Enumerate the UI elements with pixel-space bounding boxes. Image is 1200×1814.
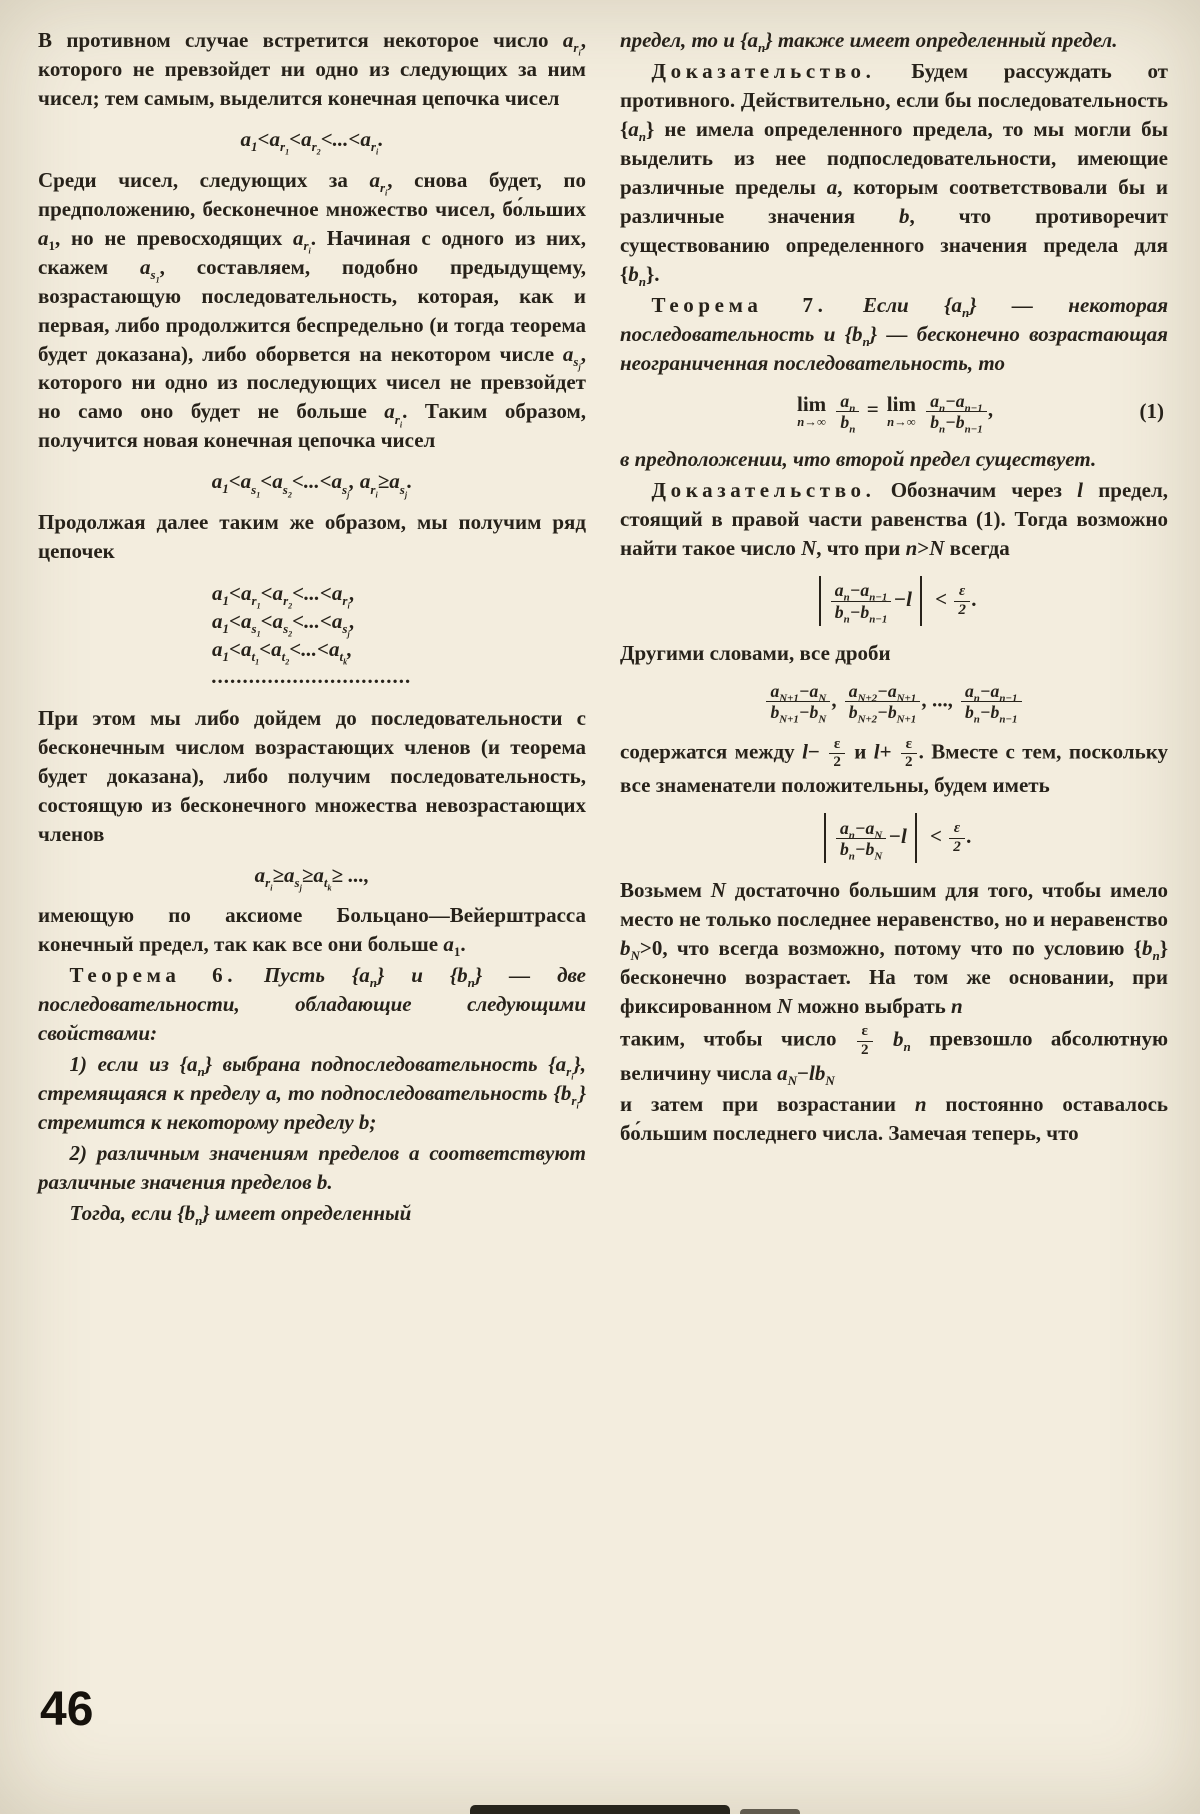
fractions-row: $\frac{a_{N+1}-a_N}{b_{N+1}-b_N}$ , $\frac{a_{N+2}-a_{N+1}}{b_{N+2}-b_{N+1}}$ , ..., $\frac{a_n-a_{n-1}}{b_n-b_{n-1}}$ <box>620 681 1168 723</box>
chain-line-t: $a_1<a_{t_1}<a_{t_2}<...<a_{t_k}$, <box>212 636 353 667</box>
scan-artifact <box>470 1805 730 1814</box>
left-column <box>38 26 586 1230</box>
math-formula-chain-s: $a_1<a_{s_1}<a_{s_2}<...<a_{s_j}$, $a_{r_i}\ge a_{s_j}$. <box>211 469 413 500</box>
theorem-6-text: Пусть $\{a_n\}$ и $\{b_n\}$ — две последовательности, обладающие следующими свойствами: <box>38 963 586 1046</box>
theorem-6-paragraph <box>38 961 586 1048</box>
theorem-conclusion-end: предел, то и $\{a_n\}$ также имеет определенный предел. <box>620 28 1118 56</box>
page-number: 46 <box>40 1683 94 1736</box>
paragraph: содержатся между l− $\frac{\varepsilon}{2}$ и l+ $\frac{\varepsilon}{2}$ . Вместе с тем, поскольку все знаменатели положительны, будем иметь <box>620 735 1168 798</box>
proof-text-2: Обозначим через l предел, стоящий в правой части равенства (1). Тогда возможно найти такое число N, что при n>N всегда <box>620 478 1168 561</box>
paragraph: В противном случае встретится некоторое число $a_{r_i}$, которого не превзойдет ни одно из следующих за ним чисел; тем самым, выделится конечная цепочка чисел <box>38 28 586 110</box>
theorem-7-label: Теорема 7. <box>651 292 828 317</box>
theorem-condition-2: 2) различным значениям пределов a соответствуют различные значения пределов b. <box>38 1141 586 1195</box>
paragraph: При этом мы либо дойдем до последовательности с бесконечным числом возрастающих членов (и теорема будет доказана), либо получим последовательность, состоящую из бесконечного множества невозрастающих членов <box>38 705 586 846</box>
theorem-condition-1: 1) если из $\{a_n\}$ выбрана подпоследовательность $\{a_{r_i}\}$, стремящаяся к пределу a, то подпоследовательность $\{b_{r_i}\}$ стремится к некоторому пределу b; <box>38 1052 586 1135</box>
abs-inequality-2: $\frac{a_n-a_N}{b_n-b_N}$ −l < $\frac{\varepsilon}{2}$ . <box>620 813 1168 863</box>
equation-number: (1) <box>1139 399 1164 424</box>
math-formula-nonincreasing: $a_{r_i}\ge a_{s_j}\ge a_{t_k}\ge$ ..., <box>254 862 370 893</box>
paragraph: и затем при возрастании n постоянно оставалось бо́льшим последнего числа. Замечая теперь, что <box>620 1091 1168 1145</box>
chain-lines <box>212 579 412 691</box>
limit-equation-body: lim n→∞ $\frac{a_n}{b_n}$ = lim n→∞ $\frac{a_n-a_{n-1}}{b_n-b_{n-1}}$ , <box>797 390 994 436</box>
abs-inequality-1: $\frac{a_n-a_{n-1}}{b_n-b_{n-1}}$ −l < $\frac{\varepsilon}{2}$ . <box>620 576 1168 626</box>
paragraph: Другими словами, все дроби <box>620 641 891 666</box>
math-formula-chain-r: $a_1<a_{r_1}<a_{r_2}<...<a_{r_i}$. <box>240 126 384 157</box>
chain-line-r: $a_1<a_{r_1}<a_{r_2}<...<a_{r_i}$, <box>212 581 355 611</box>
proof-label: Доказательство. <box>651 58 876 83</box>
paragraph: имеющую по аксиоме Больцано—Вейерштрасса конечный предел, так как все они больше $a_1$. <box>38 903 586 960</box>
paragraph: таким, чтобы число $\frac{\varepsilon}{2}$ $b_n$ превзошло абсолютную величину числа $a_N-lb_N$ <box>620 1023 1168 1089</box>
paragraph: Возьмем N достаточно большим для того, чтобы имело место не только последнее неравенство, но и неравенство $b_N>0$, что всегда возможно, потому что по условию $\{b_n\}$ бесконечно возрастает. На том же основании, при фиксированном N можно выбрать n <box>620 878 1169 1019</box>
chain-line-s: $a_1<a_{s_1}<a_{s_2}<...<a_{s_j}$, <box>212 608 355 639</box>
equation-assumption: в предположении, что второй предел существует. <box>620 447 1097 472</box>
theorem-6-label: Теорема 6. <box>69 963 238 988</box>
scan-artifact-small <box>740 1809 800 1814</box>
paragraph: Продолжая далее таким же образом, мы получим ряд цепочек <box>38 510 586 564</box>
proof-label-2: Доказательство. <box>651 478 876 503</box>
proof-paragraph <box>620 57 1168 289</box>
paragraph: Среди чисел, следующих за $a_{r_i}$, снова будет, по предположению, бесконечное множество чисел, бо́льших $a_1$, но не превосходящих $a_{r_i}$. Начиная с одного из них, скажем $a_{s_1}$, составляем, подобно предыдущему, возрастающую последовательность, которая, как и первая, либо продолжится беспредельно (и тогда теорема будет доказана), либо оборвется на некотором числе $a_{s_j}$, которого ни одно из последующих чисел не превзойдет но само оно будет не больше $a_{r_i}$. Таким образом, получится новая конечная цепочка чисел <box>38 167 587 453</box>
math-chain-group <box>38 579 586 691</box>
theorem-7-text: Если $\{a_n\}$ — некоторая последовательность и $\{b_n\}$ — бесконечно возрастающая неограниченная последовательность, то <box>620 292 1169 375</box>
proof-text: Будем рассуждать от противного. Действительно, если бы последовательность $\{a_n\}$ не имела определенного предела, то мы могли бы выделить из нее подпоследовательности, имеющие различные пределы a, которым соответствовали бы и различные значения b, что противоречит существованию определенного значения предела для $\{b_n\}$. <box>620 58 1169 289</box>
theorem-7-paragraph <box>620 291 1168 378</box>
chain-dots-line: ................................ <box>212 664 412 689</box>
proof-paragraph-2 <box>620 476 1168 563</box>
limit-equation <box>620 390 1168 436</box>
theorem-conclusion-start: Тогда, если $\{b_n\}$ имеет определенный <box>69 1201 412 1229</box>
right-column <box>620 26 1168 1230</box>
